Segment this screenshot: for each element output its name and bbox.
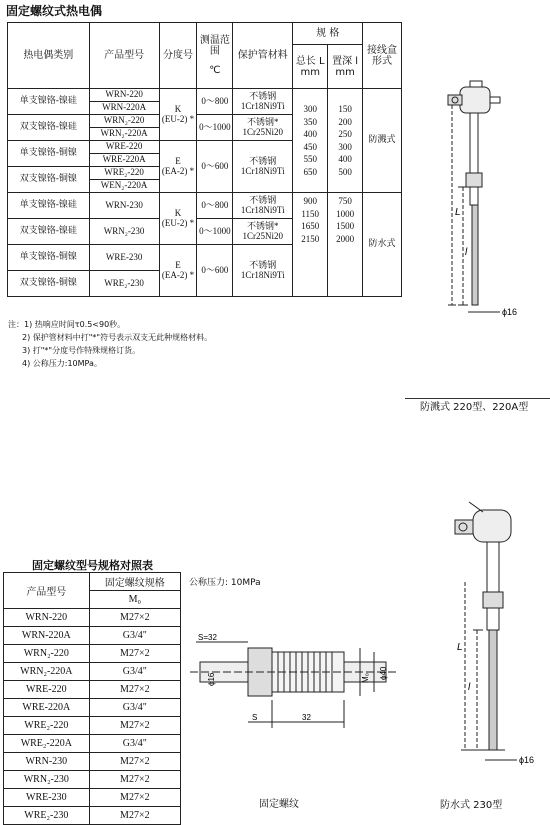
compare-model: WRE-230 [4, 789, 90, 807]
pressure-label: 公称压力: 10MPa [189, 578, 261, 588]
header-graduation: 分度号 [159, 23, 197, 89]
graduation-cell: E (EA-2) * [159, 141, 197, 193]
label-l: l [465, 247, 468, 258]
model-cell: WRN₂-220A [89, 128, 159, 141]
notes [8, 318, 212, 370]
type-cell: 双支镍铬-镍硅 [8, 115, 90, 141]
header-thread: 固定螺纹规格 [89, 573, 180, 591]
model-cell: WRN-220A [89, 102, 159, 115]
compare-model: WRN₂-220A [4, 663, 90, 681]
model-cell: WRE-220A [89, 154, 159, 167]
label-phi16: ϕ16 [519, 755, 535, 765]
label-32: 32 [302, 713, 311, 722]
header-m0: M₀ [89, 591, 180, 609]
graduation-cell: K (EU-2) * [159, 193, 197, 245]
compare-thread: M27×2 [89, 717, 180, 735]
drawing-220-splashproof [408, 75, 550, 335]
type-cell: 单支镍铬-镍硅 [8, 193, 90, 219]
type-cell: 单支镍铬-铜镍 [8, 141, 90, 167]
range-cell: 0～1000 [197, 115, 233, 141]
note-line: 3) 打"*"分度号作特殊规格订货。 [22, 346, 141, 355]
range-cell: 0～600 [197, 141, 233, 193]
model-cell: WRN₂-220 [89, 115, 159, 128]
compare-thread: M27×2 [89, 645, 180, 663]
label-phi16: ϕ16 [502, 307, 518, 317]
type-cell: 单支镍铬-镍硅 [8, 89, 90, 115]
caption-thread: 固定螺纹 [259, 799, 299, 810]
label-L: L [457, 642, 463, 653]
graduation-cell: K (EU-2) * [159, 89, 197, 141]
material-cell: 不锈钢* 1Cr25Ni20 [233, 219, 293, 245]
compare-thread: G3/4" [89, 663, 180, 681]
material-cell: 不锈钢 1Cr18Ni9Ti [233, 141, 293, 193]
length-cell: 300 350 400 450 550 650 [293, 89, 328, 193]
compare-thread: M27×2 [89, 681, 180, 699]
compare-thread: G3/4" [89, 627, 180, 645]
label-l: l [468, 682, 471, 693]
material-cell: 不锈钢 1Cr18Ni9Ti [233, 89, 293, 115]
compare-thread: M27×2 [89, 753, 180, 771]
model-cell: WRE-220 [89, 141, 159, 154]
type-cell: 双支镍铬-镍硅 [8, 219, 90, 245]
compare-model: WRN-220A [4, 627, 90, 645]
material-cell: 不锈钢 1Cr18Ni9Ti [233, 193, 293, 219]
label-m0: M₀ [361, 673, 370, 683]
header-range: 测温范围 ℃ [197, 23, 233, 89]
label-phi40: ϕ40 [379, 666, 388, 680]
label-s32: S=32 [198, 633, 217, 642]
header-material: 保护管材料 [233, 23, 293, 89]
note-line: 注：1) 热响应时间τ0.5<90秒。 [8, 320, 126, 329]
drawing-230-waterproof [425, 490, 550, 790]
length-cell: 900 1150 1650 2150 [293, 193, 328, 297]
model-cell: WRE₂-220 [89, 167, 159, 180]
section-title-compare: 固定螺纹型号规格对照表 [32, 559, 153, 572]
range-cell: 0～800 [197, 193, 233, 219]
header-length: 总长 L mm [293, 45, 328, 89]
material-cell: 不锈钢 1Cr18Ni9Ti [233, 245, 293, 297]
label-phi16-thread: ϕ16 [207, 672, 216, 686]
range-cell: 0～1000 [197, 219, 233, 245]
compare-model: WRN₂-220 [4, 645, 90, 663]
compare-model: WRE₂-220 [4, 717, 90, 735]
note-line: 4) 公称压力:10MPa。 [22, 359, 102, 368]
drawing-fixed-thread [190, 630, 400, 750]
type-cell: 双支镍铬-铜镍 [8, 167, 90, 193]
compare-thread: G3/4" [89, 699, 180, 717]
range-cell: 0～800 [197, 89, 233, 115]
compare-thread: M27×2 [89, 609, 180, 627]
material-cell: 不锈钢* 1Cr25Ni20 [233, 115, 293, 141]
compare-model: WRN₂-230 [4, 771, 90, 789]
note-line: 2) 保护管材料中打"*"符号表示双支无此种规格材料。 [22, 333, 213, 342]
compare-table [3, 572, 181, 825]
compare-model: WRE₂-220A [4, 735, 90, 753]
model-cell: WRN-220 [89, 89, 159, 102]
box-cell: 防溅式 [363, 89, 402, 193]
model-cell: WEN₂-220A [89, 180, 159, 193]
type-cell: 单支镍铬-铜镍 [8, 245, 90, 271]
header-model: 产品型号 [4, 573, 90, 609]
compare-thread: G3/4" [89, 735, 180, 753]
compare-model: WRN-220 [4, 609, 90, 627]
box-cell: 防水式 [363, 193, 402, 297]
label-L: L [455, 207, 461, 218]
section-title-thermocouple: 固定螺纹式热电偶 [6, 4, 103, 18]
compare-model: WRE-220A [4, 699, 90, 717]
depth-cell: 750 1000 1500 2000 [328, 193, 363, 297]
header-spec: 规 格 [293, 23, 363, 45]
compare-thread: M27×2 [89, 807, 180, 825]
compare-model: WRN-230 [4, 753, 90, 771]
header-depth: 置深 l mm [328, 45, 363, 89]
model-cell: WRE-230 [89, 245, 159, 271]
spec-table [7, 22, 402, 297]
header-box: 接线盒形式 [363, 23, 402, 89]
model-cell: WRN₂-230 [89, 219, 159, 245]
compare-thread: M27×2 [89, 789, 180, 807]
model-cell: WRN-230 [89, 193, 159, 219]
compare-thread: M27×2 [89, 771, 180, 789]
label-s: S [252, 713, 258, 722]
compare-model: WRE-220 [4, 681, 90, 699]
header-type: 热电偶类别 [8, 23, 90, 89]
header-model: 产品型号 [89, 23, 159, 89]
caption-220: 防溅式 220型、220A型 [420, 402, 529, 413]
depth-cell: 150 200 250 300 400 500 [328, 89, 363, 193]
compare-model: WRE₂-230 [4, 807, 90, 825]
type-cell: 双支镍铬-铜镍 [8, 271, 90, 297]
caption-230: 防水式 230型 [440, 800, 503, 811]
graduation-cell: E (EA-2) * [159, 245, 197, 297]
range-cell: 0～600 [197, 245, 233, 297]
model-cell: WRE₂-230 [89, 271, 159, 297]
